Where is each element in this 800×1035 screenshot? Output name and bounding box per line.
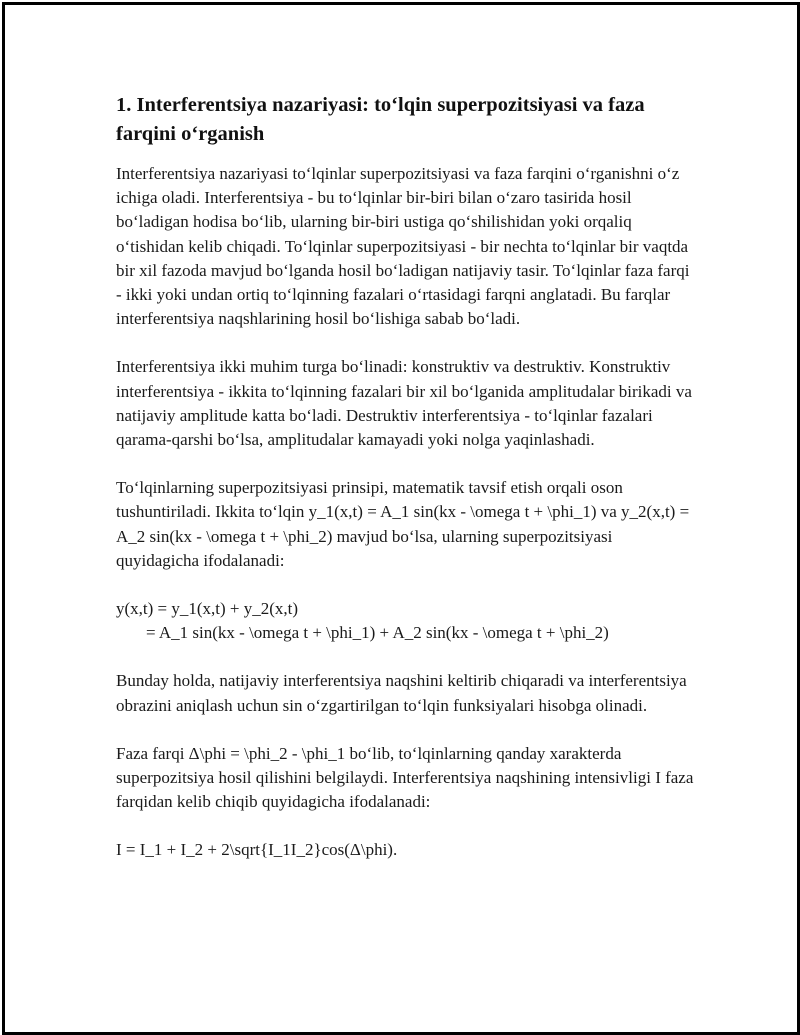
superposition-formula	[116, 597, 696, 645]
paragraph-superposition: Toʻlqinlarning superpozitsiyasi prinsipi, matematik tavsif etish orqali oson tushuntiriladi. Ikkita toʻlqin y_1(x,t) = A_1 sin(kx - \omega t + \phi_1) va y_2(x,t) = A_2 sin(kx - \omega t + \phi_2) mavjud boʻlsa, ularning superpozitsiyasi quyidagicha ifodalanadi:	[116, 478, 690, 570]
paragraph-intro: Interferentsiya nazariyasi toʻlqinlar superpozitsiyasi va faza farqini oʻrganishni oʻz ichiga oladi. Interferentsiya - bu toʻlqinlar bir-biri bilan oʻzaro tasirida hosil boʻladigan hodisa boʻlib, ularning bir-biri ustiga qoʻshilishidan yoki orqaliq oʻtishidan kelib chiqadi. Toʻlqinlar superpozitsiyasi - bir nechta toʻlqinlar bir vaqtda bir xil fazoda mavjud boʻlganda hosil boʻladigan natijaviy tasir. Toʻlqinlar faza farqi - ikki yoki undan ortiq toʻlqinning fazalari oʻrtasidagi farqni anglatadi. Bu farqlar interferentsiya naqshlarining hosil boʻlishiga sabab boʻladi.	[116, 164, 690, 329]
document-body	[116, 91, 696, 887]
section-heading: 1. Interferentsiya nazariyasi: toʻlqin superpozitsiyasi va faza farqini oʻrganish	[116, 94, 645, 145]
paragraph-phase-difference: Faza farqi Δ\phi = \phi_2 - \phi_1 boʻlib, toʻlqinlarning qanday xarakterda superpozitsiya hosil qilishini belgilaydi. Interferentsiya naqshining intensivligi I faza farqidan kelib chiqib quyidagicha ifodalanadi:	[116, 743, 694, 812]
intensity-formula: I = I_1 + I_2 + 2\sqrt{I_1I_2}cos(Δ\phi).	[116, 840, 398, 860]
formula-line-1: y(x,t) = y_1(x,t) + y_2(x,t)	[116, 599, 299, 619]
paragraph-types: Interferentsiya ikki muhim turga boʻlinadi: konstruktiv va destruktiv. Konstruktiv interferentsiya - ikkita toʻlqinning fazalari bir xil boʻlganida amplitudalar birikadi va natijaviy amplitude katta boʻladi. Destruktiv interferentsiya - toʻlqinlar fazalari qarama-qarshi boʻlsa, amplitudalar kamayadi yoki nolga yaqinlashadi.	[116, 357, 692, 450]
formula-line-2: = A_1 sin(kx - \omega t + \phi_1) + A_2 sin(kx - \omega t + \phi_2)	[146, 623, 609, 643]
paragraph-result: Bunday holda, natijaviy interferentsiya naqshini keltirib chiqaradi va interferentsiya obrazini aniqlash uchun sin oʻzgartirilgan toʻlqin funksiyalari hisobga olinadi.	[116, 671, 687, 715]
